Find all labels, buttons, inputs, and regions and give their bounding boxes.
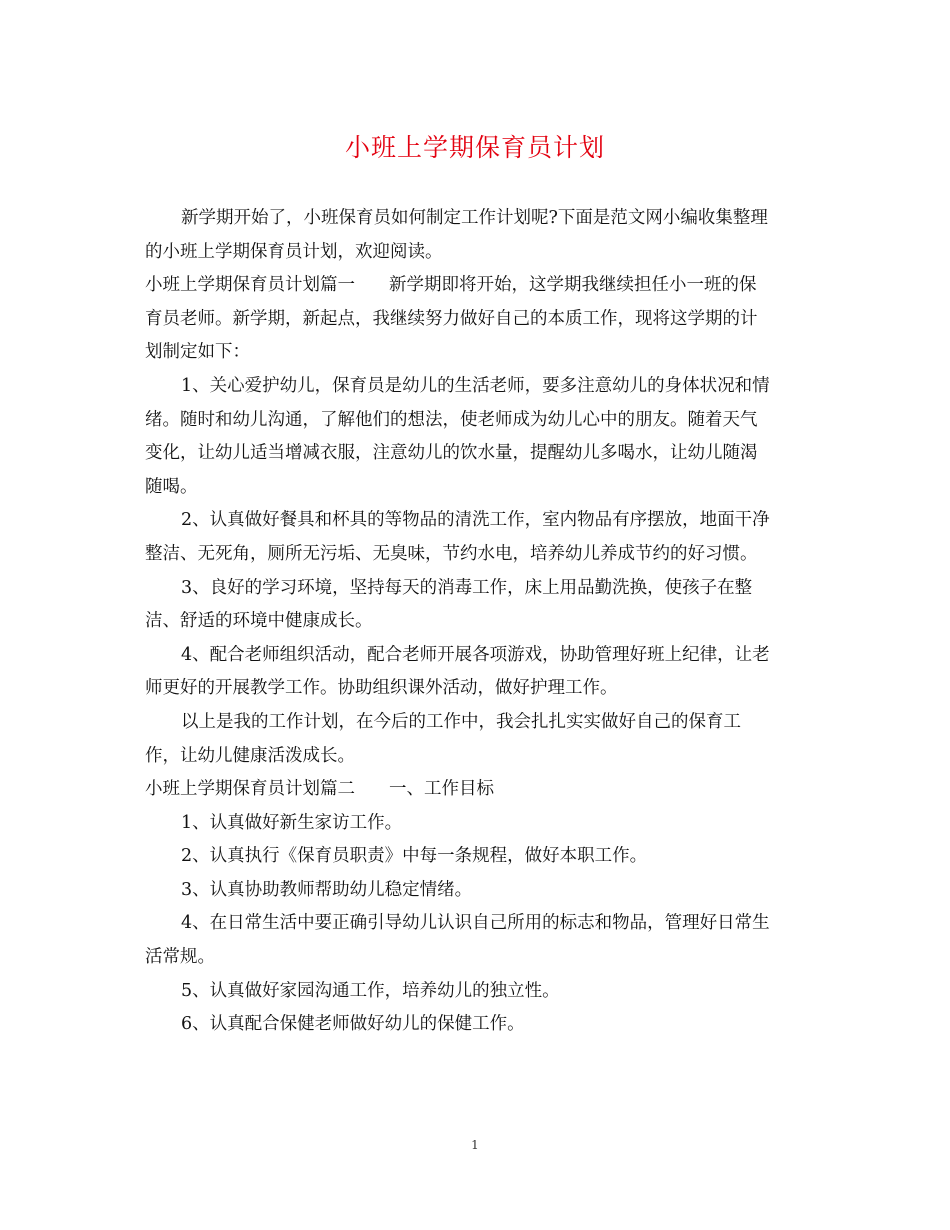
list-item: 6、认真配合保健老师做好幼儿的保健工作。 <box>181 1014 525 1035</box>
paragraph-text: 一、工作目标 <box>389 779 494 800</box>
page-number: 1 <box>471 1138 479 1152</box>
list-item: 1、认真做好新生家访工作。 <box>181 812 403 833</box>
paragraph-line: 绪。随时和幼儿沟通，了解他们的想法，使老师成为幼儿心中的朋友。随着天气 <box>145 409 758 430</box>
paragraph-line: 师更好的开展教学工作。协助组织课外活动，做好护理工作。 <box>145 678 618 699</box>
section-heading: 小班上学期保育员计划篇二 <box>145 779 355 800</box>
paragraph-line: 整洁、无死角，厕所无污垢、无臭味，节约水电，培养幼儿养成节约的好习惯。 <box>145 543 758 564</box>
list-item: 3、认真协助教师帮助幼儿稳定情绪。 <box>181 879 473 900</box>
list-item: 4、在日常生活中要正确引导幼儿认识自己所用的标志和物品，管理好日常生 <box>181 913 770 934</box>
paragraph-line: 划制定如下： <box>145 342 250 363</box>
paragraph-line: 作，让幼儿健康活泼成长。 <box>145 745 355 766</box>
section-heading: 小班上学期保育员计划篇一 <box>145 275 355 296</box>
list-item: 5、认真做好家园沟通工作，培养幼儿的独立性。 <box>181 980 560 1001</box>
paragraph-line: 变化，让幼儿适当增减衣服，注意幼儿的饮水量，提醒幼儿多喝水，让幼儿随渴 <box>145 443 758 464</box>
paragraph-line: 洁、舒适的环境中健康成长。 <box>145 611 373 632</box>
section-heading-line <box>145 269 813 303</box>
paragraph-line: 4、配合老师组织活动，配合老师开展各项游戏，协助管理好班上纪律，让老 <box>181 644 770 665</box>
document-body <box>145 202 813 1042</box>
list-item: 2、认真执行《保育员职责》中每一条规程，做好本职工作。 <box>181 846 648 867</box>
paragraph-text: 新学期即将开始，这学期我继续担任小一班的保 <box>389 275 757 296</box>
paragraph-line: 3、良好的学习环境，坚持每天的消毒工作，床上用品勤洗换，使孩子在整 <box>181 577 753 598</box>
paragraph-line: 2、认真做好餐具和杯具的等物品的清洗工作，室内物品有序摆放，地面干净 <box>181 510 770 531</box>
paragraph-line: 随喝。 <box>145 476 198 497</box>
paragraph-line: 活常规。 <box>145 947 215 968</box>
section-heading-line <box>145 773 813 807</box>
paragraph-line: 新学期开始了，小班保育员如何制定工作计划呢?下面是范文网小编收集整理 <box>181 208 768 228</box>
paragraph-line: 以上是我的工作计划，在今后的工作中，我会扎扎实实做好自己的保育工 <box>181 711 741 732</box>
document-title: 小班上学期保育员计划 <box>344 133 605 162</box>
paragraph-line: 育员老师。新学期，新起点，我继续努力做好自己的本质工作，现将这学期的计 <box>145 308 758 329</box>
paragraph-line: 1、关心爱护幼儿，保育员是幼儿的生活老师，要多注意幼儿的身体状况和情 <box>181 375 770 396</box>
paragraph-line: 的小班上学期保育员计划，欢迎阅读。 <box>145 241 443 262</box>
